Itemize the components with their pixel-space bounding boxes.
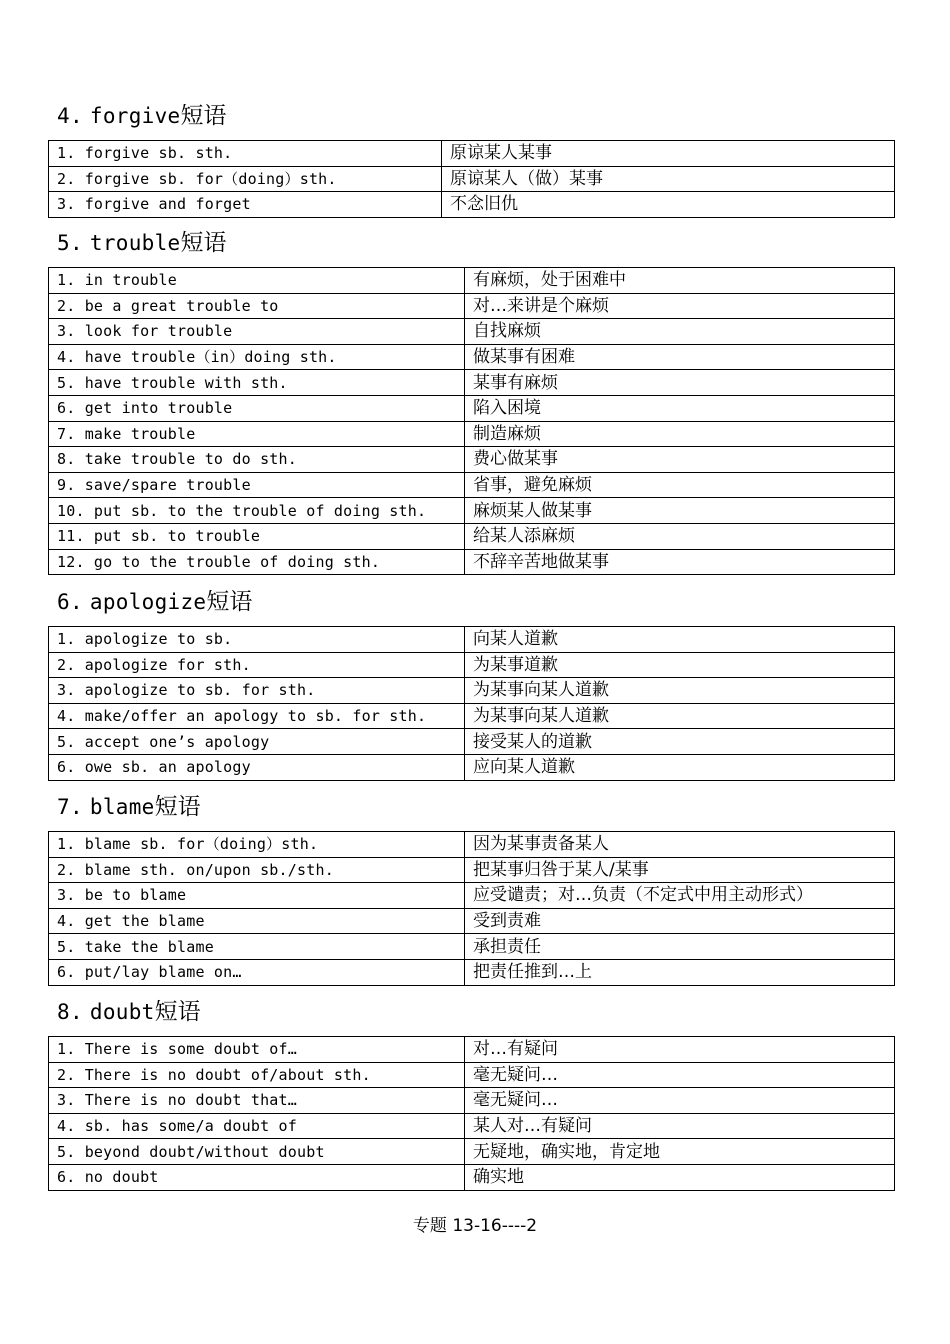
phrase-zh: 为某事向某人道歉 xyxy=(465,678,895,704)
section-title-apologize xyxy=(57,587,252,617)
phrase-en: 2. blame sth. on/upon sb./sth. xyxy=(49,857,465,883)
phrase-en: 1. in trouble xyxy=(49,268,465,294)
phrase-zh: 把责任推到…上 xyxy=(465,959,895,985)
table-row xyxy=(49,832,895,858)
phrase-table-forgive xyxy=(48,140,895,218)
table-row xyxy=(49,293,895,319)
phrase-zh: 不辞辛苦地做某事 xyxy=(465,549,895,575)
phrase-en: 11. put sb. to trouble xyxy=(49,523,465,549)
phrase-en: 6. owe sb. an apology xyxy=(49,754,465,780)
table-row xyxy=(49,447,895,473)
phrase-zh: 原谅某人（做）某事 xyxy=(442,166,895,192)
phrase-en: 4. get the blame xyxy=(49,908,465,934)
table-row xyxy=(49,908,895,934)
phrase-zh: 陷入困境 xyxy=(465,395,895,421)
phrase-en: 3. look for trouble xyxy=(49,319,465,345)
table-row xyxy=(49,754,895,780)
phrase-en: 10. put sb. to the trouble of doing sth. xyxy=(49,498,465,524)
section-number: 4. xyxy=(57,104,83,128)
table-row xyxy=(49,678,895,704)
phrase-en: 4. sb. has some/a doubt of xyxy=(49,1113,465,1139)
phrase-en: 6. get into trouble xyxy=(49,395,465,421)
phrase-en: 3. be to blame xyxy=(49,883,465,909)
table-row xyxy=(49,703,895,729)
table-row xyxy=(49,729,895,755)
phrase-zh: 不念旧仇 xyxy=(442,192,895,218)
phrase-zh: 把某事归咎于某人/某事 xyxy=(465,857,895,883)
phrase-zh: 对…有疑问 xyxy=(465,1037,895,1063)
table-row xyxy=(49,1113,895,1139)
section-keyword: doubt xyxy=(89,1000,155,1024)
table-row xyxy=(49,319,895,345)
phrase-en: 6. put/lay blame on… xyxy=(49,959,465,985)
section-title-blame xyxy=(57,792,201,822)
table-row xyxy=(49,166,895,192)
phrase-table-trouble xyxy=(48,267,895,575)
phrase-zh: 应受谴责；对…负责（不定式中用主动形式） xyxy=(465,883,895,909)
table-row xyxy=(49,1062,895,1088)
page-footer: 专题 13-16----2 xyxy=(412,1216,538,1236)
phrase-en: 8. take trouble to do sth. xyxy=(49,447,465,473)
section-number: 8. xyxy=(57,1000,83,1024)
phrase-zh: 无疑地，确实地，肯定地 xyxy=(465,1139,895,1165)
table-row xyxy=(49,395,895,421)
phrase-en: 1. There is some doubt of… xyxy=(49,1037,465,1063)
table-row xyxy=(49,268,895,294)
table-row xyxy=(49,523,895,549)
phrase-en: 2. There is no doubt of/about sth. xyxy=(49,1062,465,1088)
section-keyword: blame xyxy=(89,795,155,819)
phrase-en: 2. apologize for sth. xyxy=(49,652,465,678)
phrase-en: 3. apologize to sb. for sth. xyxy=(49,678,465,704)
phrase-en: 5. take the blame xyxy=(49,934,465,960)
table-row xyxy=(49,421,895,447)
phrase-en: 1. apologize to sb. xyxy=(49,627,465,653)
phrase-zh: 因为某事责备某人 xyxy=(465,832,895,858)
phrase-zh: 接受某人的道歉 xyxy=(465,729,895,755)
phrase-zh: 某人对…有疑问 xyxy=(465,1113,895,1139)
table-row xyxy=(49,934,895,960)
phrase-zh: 毫无疑问… xyxy=(465,1088,895,1114)
phrase-zh: 省事，避免麻烦 xyxy=(465,472,895,498)
section-number: 7. xyxy=(57,795,83,819)
phrase-en: 9. save/spare trouble xyxy=(49,472,465,498)
table-row xyxy=(49,627,895,653)
phrase-en: 3. forgive and forget xyxy=(49,192,442,218)
section-keyword: trouble xyxy=(89,231,181,255)
table-row xyxy=(49,857,895,883)
phrase-en: 5. have trouble with sth. xyxy=(49,370,465,396)
section-suffix: 短语 xyxy=(180,230,227,256)
phrase-table-doubt xyxy=(48,1036,895,1191)
phrase-zh: 制造麻烦 xyxy=(465,421,895,447)
phrase-zh: 确实地 xyxy=(465,1164,895,1190)
phrase-en: 4. make/offer an apology to sb. for sth. xyxy=(49,703,465,729)
phrase-zh: 麻烦某人做某事 xyxy=(465,498,895,524)
section-keyword: forgive xyxy=(89,104,181,128)
table-row xyxy=(49,344,895,370)
phrase-en: 5. beyond doubt/without doubt xyxy=(49,1139,465,1165)
phrase-zh: 自找麻烦 xyxy=(465,319,895,345)
section-title-forgive xyxy=(57,101,227,131)
phrase-en: 7. make trouble xyxy=(49,421,465,447)
section-suffix: 短语 xyxy=(206,589,253,615)
phrase-zh: 某事有麻烦 xyxy=(465,370,895,396)
phrase-zh: 有麻烦，处于困难中 xyxy=(465,268,895,294)
phrase-zh: 为某事向某人道歉 xyxy=(465,703,895,729)
table-row xyxy=(49,883,895,909)
table-row xyxy=(49,1139,895,1165)
table-row xyxy=(49,472,895,498)
phrase-zh: 向某人道歉 xyxy=(465,627,895,653)
table-row xyxy=(49,141,895,167)
table-row xyxy=(49,652,895,678)
section-number: 5. xyxy=(57,231,83,255)
section-suffix: 短语 xyxy=(154,794,201,820)
phrase-zh: 费心做某事 xyxy=(465,447,895,473)
phrase-zh: 为某事道歉 xyxy=(465,652,895,678)
phrase-zh: 原谅某人某事 xyxy=(442,141,895,167)
phrase-table-blame xyxy=(48,831,895,986)
section-title-trouble xyxy=(57,228,227,258)
phrase-en: 1. forgive sb. sth. xyxy=(49,141,442,167)
phrase-en: 6. no doubt xyxy=(49,1164,465,1190)
table-row xyxy=(49,498,895,524)
phrase-en: 4. have trouble（in）doing sth. xyxy=(49,344,465,370)
table-row xyxy=(49,959,895,985)
phrase-en: 12. go to the trouble of doing sth. xyxy=(49,549,465,575)
section-suffix: 短语 xyxy=(154,999,201,1025)
table-row xyxy=(49,192,895,218)
phrase-en: 5. accept one’s apology xyxy=(49,729,465,755)
section-suffix: 短语 xyxy=(180,103,227,129)
phrase-zh: 对…来讲是个麻烦 xyxy=(465,293,895,319)
phrase-zh: 受到责难 xyxy=(465,908,895,934)
section-keyword: apologize xyxy=(89,590,207,614)
section-title-doubt xyxy=(57,997,201,1027)
table-row xyxy=(49,1037,895,1063)
phrase-en: 1. blame sb. for（doing）sth. xyxy=(49,832,465,858)
phrase-zh: 毫无疑问… xyxy=(465,1062,895,1088)
phrase-zh: 承担责任 xyxy=(465,934,895,960)
table-row xyxy=(49,1164,895,1190)
phrase-en: 2. be a great trouble to xyxy=(49,293,465,319)
phrase-table-apologize xyxy=(48,626,895,781)
phrase-zh: 给某人添麻烦 xyxy=(465,523,895,549)
table-row xyxy=(49,370,895,396)
phrase-zh: 做某事有困难 xyxy=(465,344,895,370)
phrase-zh: 应向某人道歉 xyxy=(465,754,895,780)
section-number: 6. xyxy=(57,590,83,614)
table-row xyxy=(49,1088,895,1114)
phrase-en: 3. There is no doubt that… xyxy=(49,1088,465,1114)
table-row xyxy=(49,549,895,575)
phrase-en: 2. forgive sb. for（doing）sth. xyxy=(49,166,442,192)
